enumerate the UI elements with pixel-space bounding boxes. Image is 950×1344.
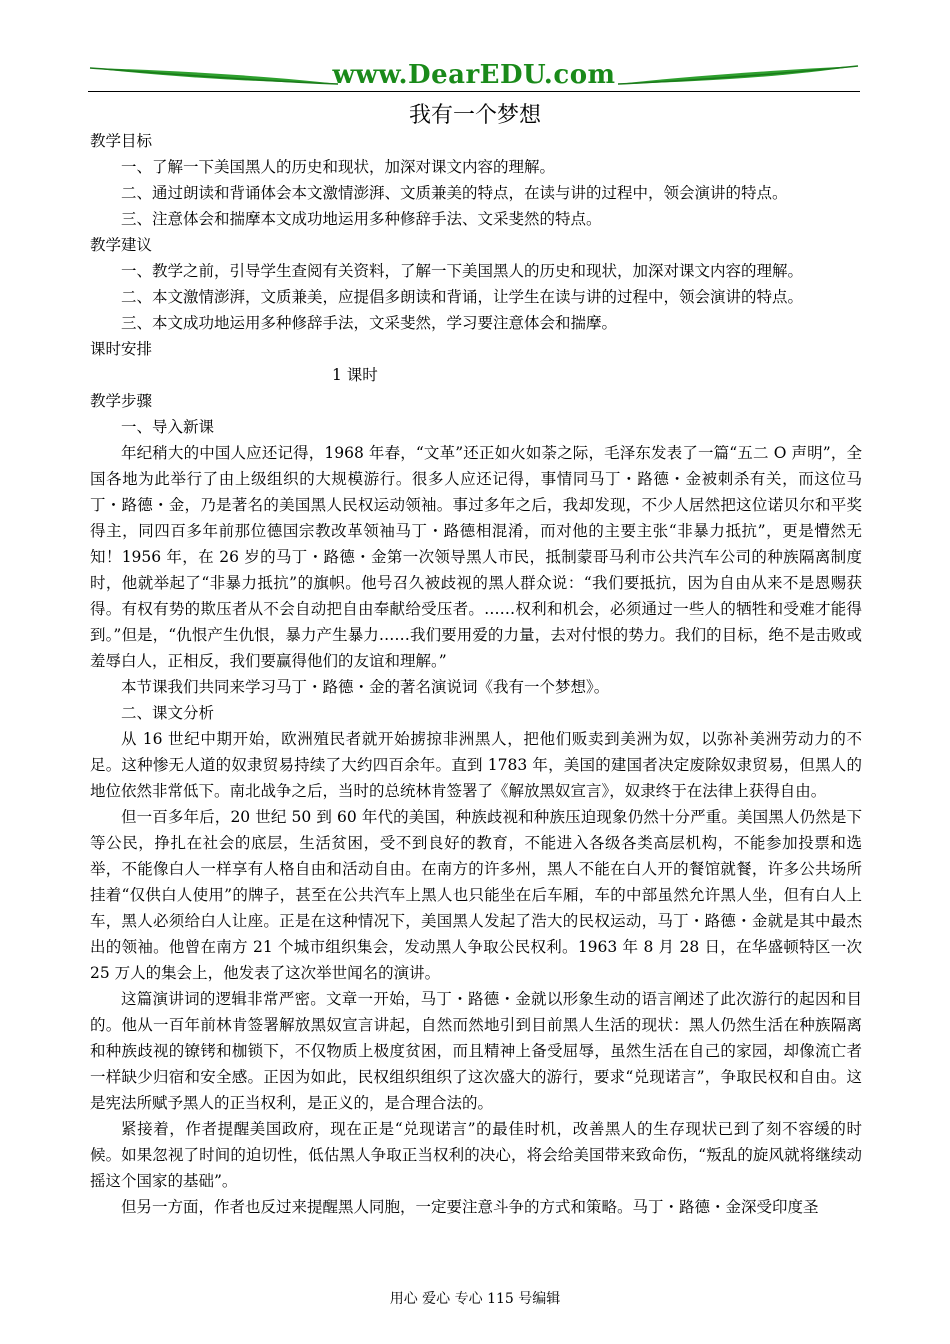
- section-heading: 课时安排: [90, 340, 153, 358]
- paragraph: 一、导入新课: [121, 418, 215, 436]
- section-heading: 教学建议: [90, 236, 153, 254]
- paragraph: 但另一方面，作者也反过来提醒黑人同胞，一定要注意斗争的方式和策略。马丁・路德・金深受印度圣: [121, 1198, 819, 1216]
- paragraph: 二、本文激情澎湃，文质兼美，应提倡多朗读和背诵，让学生在读与讲的过程中，领会演讲的特点。: [121, 288, 804, 306]
- paragraph: 二、课文分析: [121, 704, 215, 722]
- section-heading: 教学步骤: [90, 392, 153, 410]
- paragraph: 二、通过朗读和背诵体会本文激情澎湃、文质兼美的特点，在读与讲的过程中，领会演讲的特点。: [121, 184, 788, 202]
- paragraph: 一、教学之前，引导学生查阅有关资料，了解一下美国黑人的历史和现状，加深对课文内容的理解。: [121, 262, 804, 280]
- paragraph: 三、注意体会和揣摩本文成功地运用多种修辞手法、文采斐然的特点。: [121, 210, 602, 228]
- header-divider: [88, 91, 860, 92]
- paragraph: 一、了解一下美国黑人的历史和现状，加深对课文内容的理解。: [121, 158, 556, 176]
- paragraph: 紧接着，作者提醒美国政府，现在正是“兑现诺言”的最佳时机，改善黑人的生存现状已到了刻不容缓的时候。如果忽视了时间的迫切性，低估黑人争取正当权利的决心，将会给美国带来致命伤，“叛乱的旋风就将继续动摇这个国家的基础”。: [90, 1120, 862, 1190]
- paragraph: 三、本文成功地运用多种修辞手法，文采斐然，学习要注意体会和揣摩。: [121, 314, 618, 332]
- document-body: [90, 128, 862, 1220]
- section-heading: 教学目标: [90, 132, 153, 150]
- paragraph: 这篇演讲词的逻辑非常严密。文章一开始，马丁・路德・金就以形象生动的语言阐述了此次游行的起因和目的。他从一百年前林肯签署解放黑奴宣言讲起，自然而然地引到目前黑人生活的现状：黑人仍然生活在种族隔离和种族歧视的镣铐和枷锁下，不仅物质上极度贫困，而且精神上备受屈辱，虽然生活在自己的家园，却像流亡者一样缺少归宿和安全感。正因为如此，民权组织组织了这次盛大的游行，要求“兑现诺言”，争取民权和自由。这是宪法所赋予黑人的正当权利，是正义的，是合理合法的。: [90, 990, 862, 1112]
- paragraph: 从 16 世纪中期开始，欧洲殖民者就开始掳掠非洲黑人，把他们贩卖到美洲为奴，以弥补美洲劳动力的不足。这种惨无人道的奴隶贸易持续了大约四百余年。直到 1783 年，美国的建国者决定废除奴隶贸易，但黑人的地位依然非常低下。南北战争之后，当时的总统林肯签署了《解放黑奴宣言》，奴隶终于在法律上获得自由。: [90, 730, 862, 800]
- page-title: 我有一个梦想: [408, 103, 541, 128]
- site-logo[interactable]: www.DearEDU.com: [332, 60, 616, 90]
- paragraph: 1 课时: [332, 366, 378, 384]
- page-footer: 用心 爱心 专心 115 号编辑: [389, 1291, 561, 1307]
- site-header: [88, 58, 860, 98]
- paragraph: 年纪稍大的中国人应还记得，1968 年春，“文革”还正如火如荼之际，毛泽东发表了一篇“五二 O 声明”，全国各地为此举行了由上级组织的大规模游行。很多人应还记得，事情同马丁・路德・金被刺杀有关，而这位马丁・路德・金，乃是著名的美国黑人民权运动领袖。事过多年之后，我却发现，不少人居然把这位诺贝尔和平奖得主，同四百多年前那位德国宗教改革领袖马丁・路德相混淆，而对他的主要主张“非暴力抵抗”，更是懵然无知！1956 年，在 26 岁的马丁・路德・金第一次领导黑人市民，抵制蒙哥马利市公共汽车公司的种族隔离制度时，他就举起了“非暴力抵抗”的旗帜。他号召久被歧视的黑人群众说：“我们要抵抗，因为自由从来不是恩赐获得。有权有势的欺压者从不会自动把自由奉献给受压者。……权利和机会，必须通过一些人的牺牲和受难才能得到。”但是，“仇恨产生仇恨，暴力产生暴力……我们要用爱的力量，去对付恨的势力。我们的目标，绝不是击败或羞辱白人，正相反，我们要赢得他们的友谊和理解。”: [90, 444, 862, 670]
- paragraph: 本节课我们共同来学习马丁・路德・金的著名演说词《我有一个梦想》。: [121, 678, 610, 696]
- paragraph: 但一百多年后，20 世纪 50 到 60 年代的美国，种族歧视和种族压迫现象仍然十分严重。美国黑人仍然是下等公民，挣扎在社会的底层，生活贫困，受不到良好的教育，不能进入各级各类高层机构，不能参加投票和选举，不能像白人一样享有人格自由和活动自由。在南方的许多州，黑人不能在白人开的餐馆就餐，许多公共场所挂着“仅供白人使用”的牌子，甚至在公共汽车上黑人也只能坐在后车厢，车的中部虽然允许黑人坐，但有白人上车，黑人必须给白人让座。正是在这种情况下，美国黑人发起了浩大的民权运动，马丁・路德・金就是其中最杰出的领袖。他曾在南方 21 个城市组织集会，发动黑人争取公民权利。1963 年 8 月 28 日，在华盛顿特区一次 25 万人的集会上，他发表了这次举世闻名的演讲。: [90, 808, 862, 982]
